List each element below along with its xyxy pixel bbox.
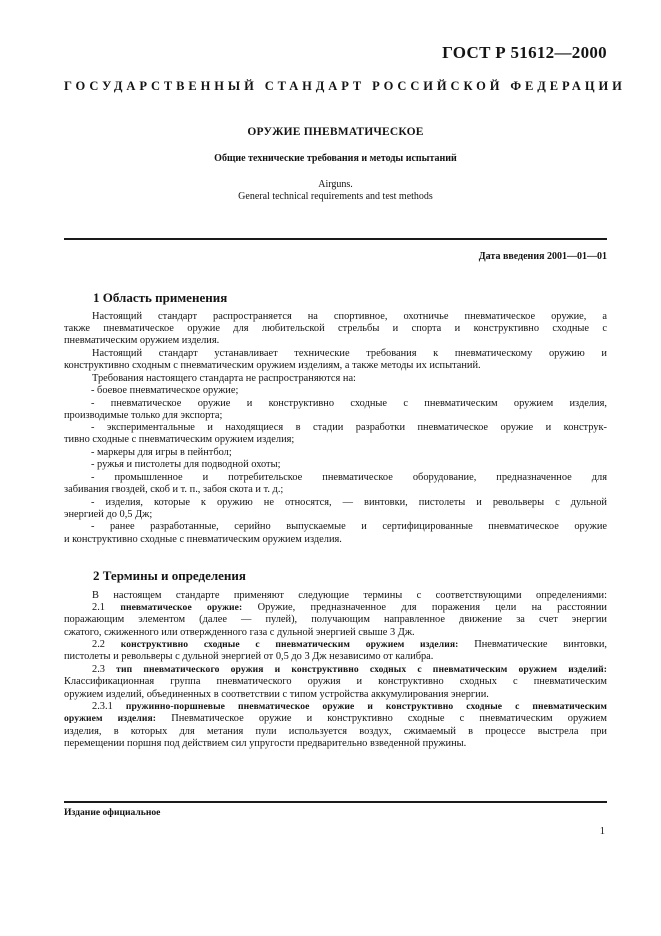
section-1-heading: 1 Область применения — [93, 290, 228, 305]
text-line: Настоящий стандарт устанавливает технические требования к пневматическому оружию и — [92, 348, 607, 359]
clause-number: 2.1 — [92, 602, 121, 613]
definition-2-3 — [64, 664, 607, 676]
text-line: сжатого, сжиженного или отвержденного газа с дульной энергией свыше 3 Дж. — [64, 627, 415, 638]
list-item: - экспериментальные и находящиеся в стадии разработки пневматическое оружие и конструк- — [91, 422, 607, 433]
term: оружием изделия: — [64, 713, 157, 724]
term: пружинно-поршневые пневматическое оружие и конструктивно сходные с пневматическим — [125, 701, 607, 712]
definition-text: Оружие, предназначенное для поражения цели на расстоянии — [242, 602, 607, 613]
text-line: В настоящем стандарте применяют следующие термины с соответствующими определениями: — [92, 590, 607, 601]
footer-divider — [64, 801, 607, 803]
clause-number: 2.3.1 — [92, 701, 126, 712]
text-line: забивания гвоздей, скоб и т. п., забоя скота и т. д.; — [64, 484, 284, 495]
term: тип пневматического оружия и конструктивно сходных с пневматическим оружием изделий: — [116, 664, 607, 675]
document-number: ГОСТ Р 51612—2000 — [442, 43, 607, 62]
organization-header: ГОСУДАРСТВЕННЫЙ СТАНДАРТ РОССИЙСКОЙ ФЕДЕРАЦИИ — [64, 79, 626, 93]
term: конструктивно сходные с пневматическим оружием изделия: — [120, 639, 459, 650]
definition-text: Пневматическое оружие и конструктивно сходные с пневматическим оружием — [156, 713, 607, 724]
list-item: - маркеры для игры в пейнтбол; — [91, 447, 232, 458]
standard-title: ОРУЖИЕ ПНЕВМАТИЧЕСКОЕ — [247, 126, 424, 138]
definition-2-3-1 — [64, 701, 607, 713]
text-line: оружием изделий, объединенных в соответствии с типом устройства аккумулирования энергии. — [64, 689, 489, 700]
text-line: поражающим элементом (далее — пулей), получающим направленное движение за счет энергии — [64, 614, 607, 625]
text-line: конструктивно сходным с пневматическим оружием изделиям, а также методы их испытаний. — [64, 360, 481, 371]
official-edition-label: Издание официальное — [64, 807, 161, 818]
text-line: энергией до 0,5 Дж; — [64, 509, 153, 520]
standard-subtitle: Общие технические требования и методы испытаний — [214, 153, 457, 164]
text-line: пистолеты и револьверы с дульной энергией от 0,5 до 3 Дж независимо от калибра. — [64, 651, 434, 662]
page-number: 1 — [599, 826, 605, 837]
text-line: пневматическим оружием изделия. — [64, 335, 220, 346]
text-line: тивно сходные с пневматическим оружием изделия; — [64, 434, 295, 445]
list-item: - ружья и пистолеты для подводной охоты; — [91, 459, 281, 470]
list-item: - промышленное и потребительское пневматическое оборудование, предназначенное для — [91, 472, 607, 483]
text-line — [64, 713, 607, 725]
list-item: - боевое пневматическое оружие; — [91, 385, 239, 396]
text-line: и конструктивно сходные с пневматическим оружием изделия. — [64, 534, 342, 545]
header-divider — [64, 238, 607, 240]
text-line: также пневматическое оружие для любительской стрельбы и спорта и конструктивно сходные с — [64, 323, 607, 334]
definition-2-2 — [64, 639, 607, 651]
list-item: - ранее разработанные, серийно выпускаемые и сертифицированные пневматическое оружие — [91, 521, 607, 532]
text-line: Требования настоящего стандарта не распространяются на: — [92, 373, 356, 384]
definition-2-1 — [64, 602, 607, 614]
introduction-date: Дата введения 2001—01—01 — [478, 251, 607, 262]
english-title: Airguns. — [318, 179, 353, 190]
text-line: Настоящий стандарт распространяется на спортивное, охотничье пневматическое оружие, а — [92, 311, 607, 322]
text-line: перемещении поршня под действием сил упругости предварительно взведенной пружины. — [64, 738, 467, 749]
clause-number: 2.2 — [92, 639, 121, 650]
text-line: производимые только для экспорта; — [64, 410, 223, 421]
clause-number: 2.3 — [92, 664, 117, 675]
list-item: - изделия, которые к оружию не относятся, — винтовки, пистолеты и револьверы с дульной — [91, 497, 607, 508]
text-line: изделия, в которых для метания пули используется воздух, сжимаемый в процессе выстрела при — [64, 726, 607, 737]
english-subtitle: General technical requirements and test methods — [238, 191, 433, 202]
list-item: - пневматическое оружие и конструктивно сходные с пневматическим оружием изделия, — [91, 398, 607, 409]
definition-text: Пневматические винтовки, — [458, 639, 608, 650]
text-line: Классификационная группа пневматического оружия и конструктивно сходных с пневматическим — [64, 676, 607, 687]
section-2-heading: 2 Термины и определения — [93, 568, 246, 583]
term: пневматическое оружие: — [120, 602, 243, 613]
